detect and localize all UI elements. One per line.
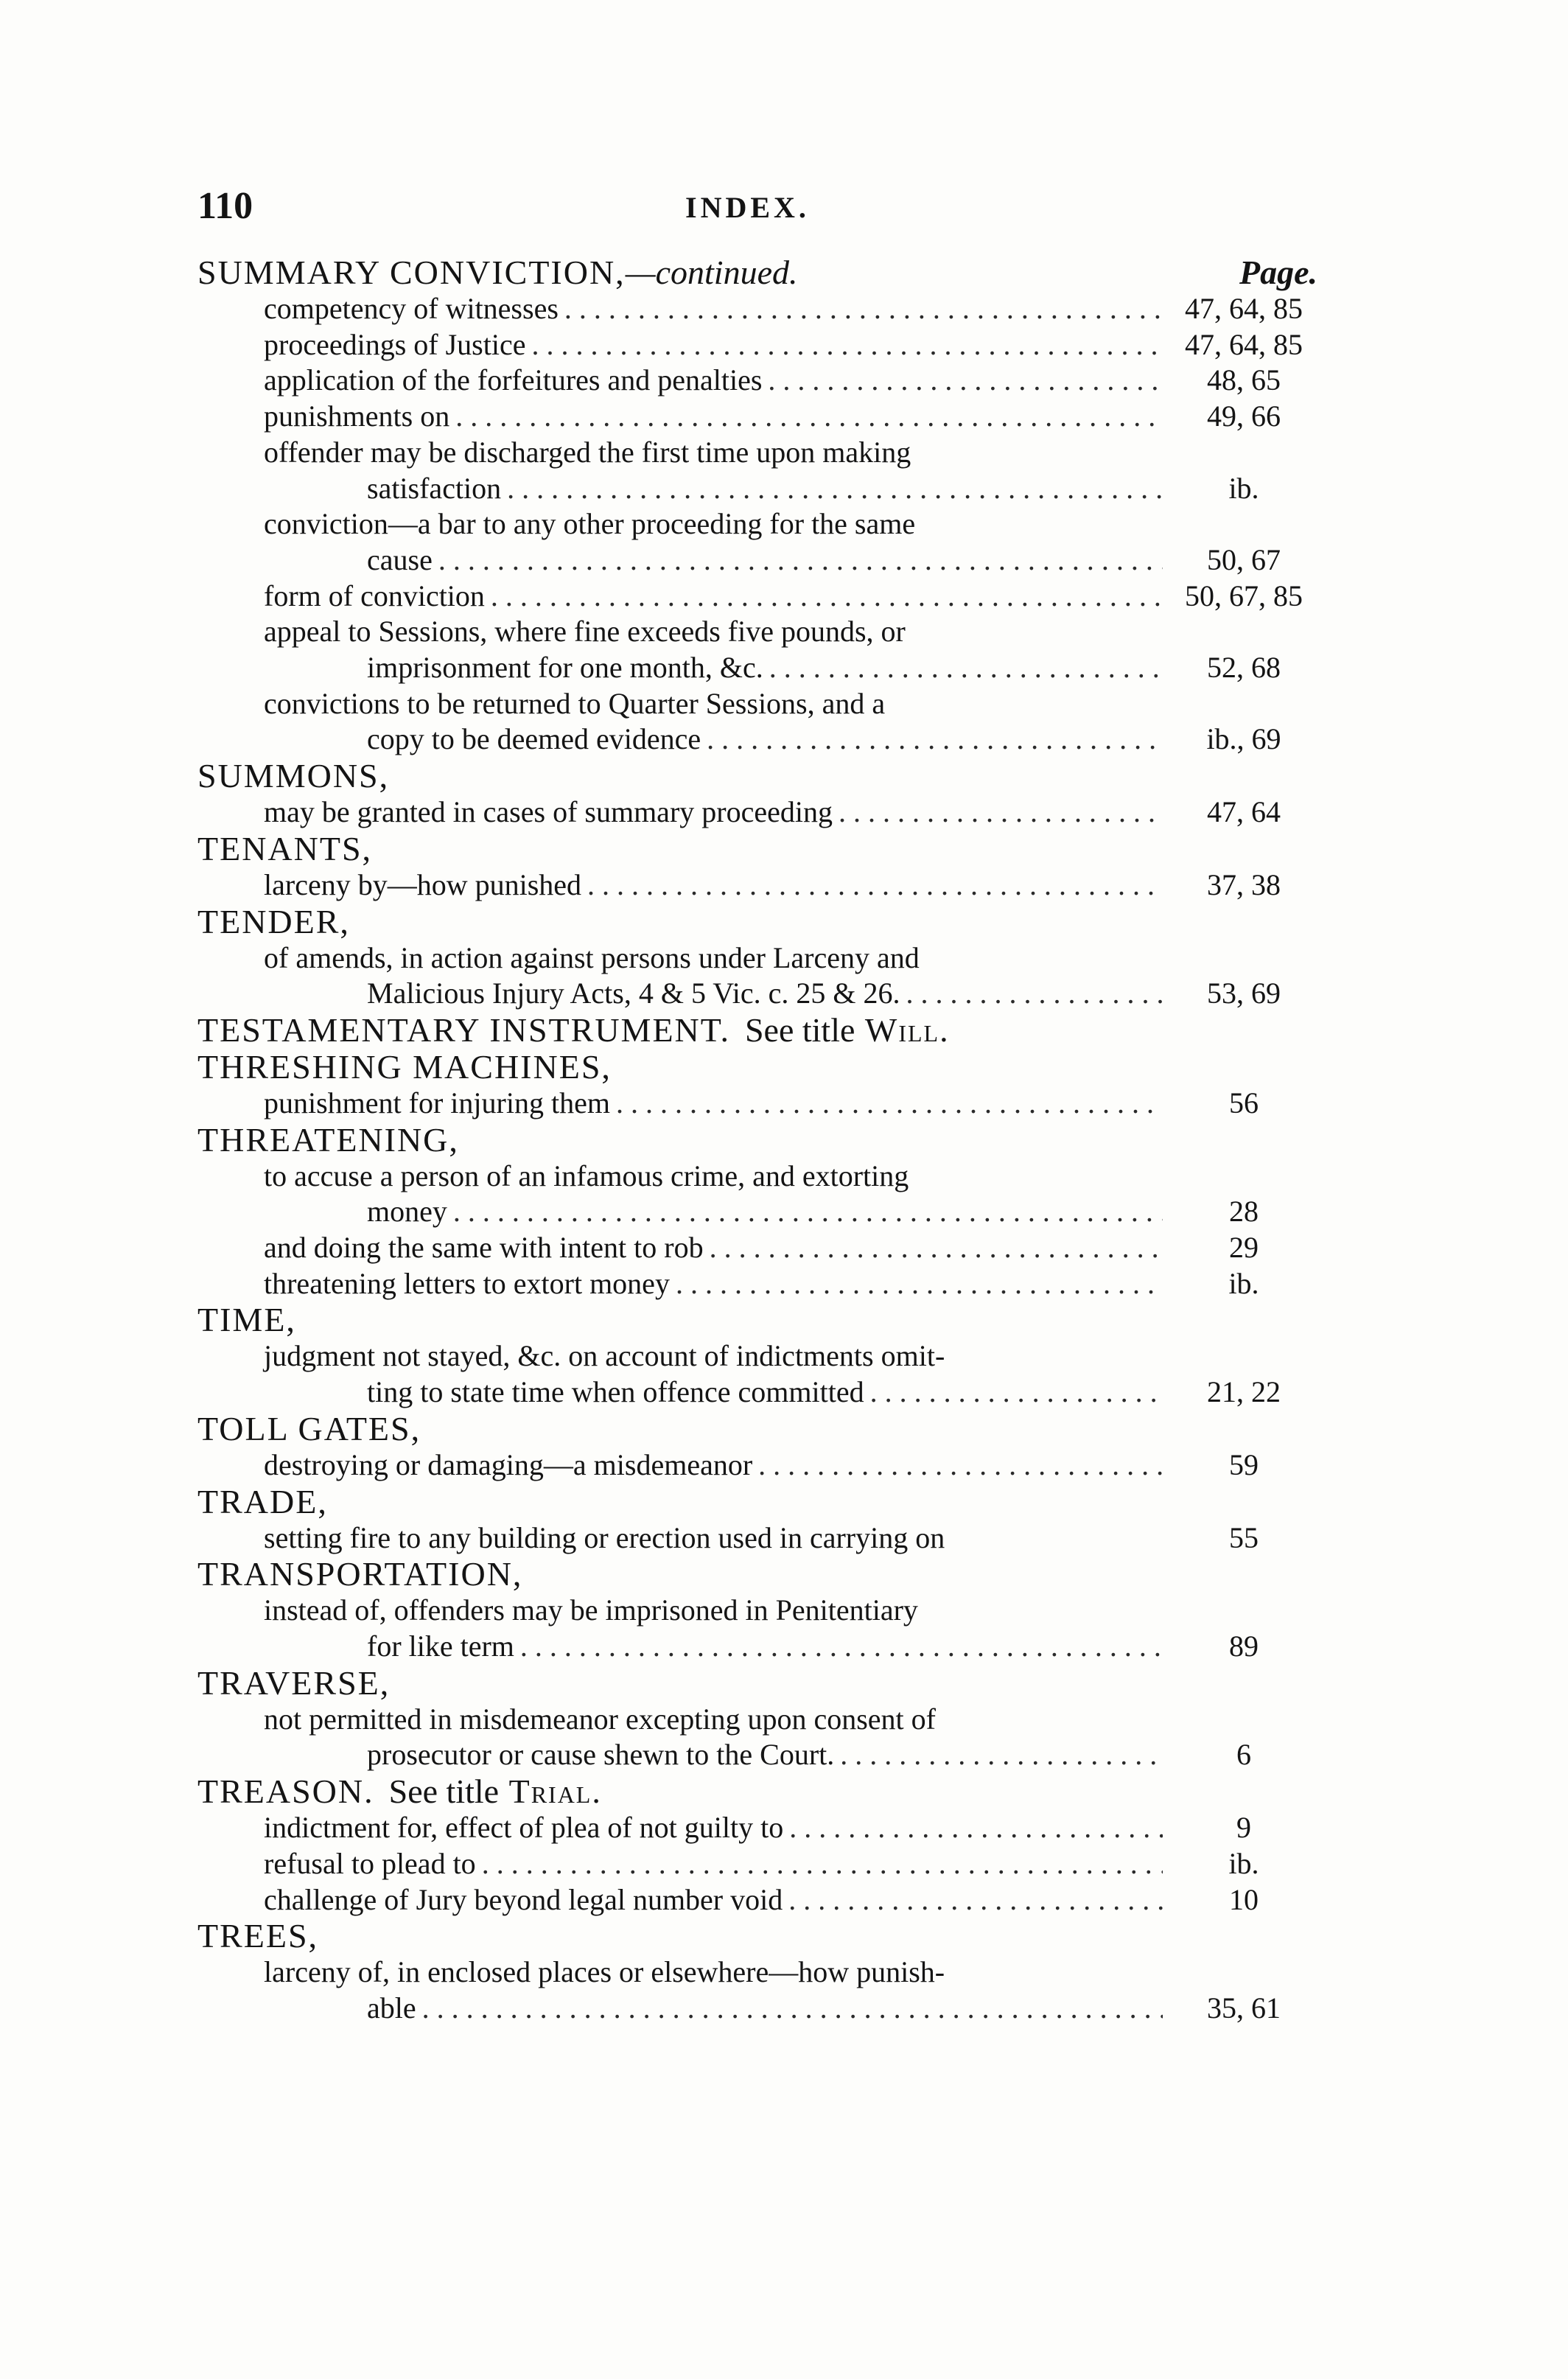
sub-entry-line — [264, 506, 1317, 542]
entry-heading — [197, 1411, 1317, 1447]
sub-entry-text: conviction—a bar to any other proceeding for the same — [264, 507, 916, 541]
sub-entry-line — [367, 471, 1317, 507]
entry-heading — [197, 904, 1317, 940]
sub-entry-text: proceedings of Justice — [264, 327, 526, 361]
sub-entry-line — [264, 363, 1317, 399]
dot-leader — [491, 579, 1163, 615]
entry-heading — [197, 1665, 1317, 1702]
entry-heading — [197, 1484, 1317, 1520]
page-reference: 35, 61 — [1207, 1991, 1281, 2025]
sub-entry — [264, 1338, 1317, 1410]
entry-heading-text: TRADE, — [197, 1482, 328, 1520]
page-reference: 89 — [1229, 1629, 1259, 1663]
page-header — [197, 184, 1317, 236]
sub-entry — [264, 940, 1317, 1012]
page-reference: 47, 64 — [1207, 795, 1281, 829]
index-entry — [197, 1411, 1317, 1484]
sub-entry — [264, 1702, 1317, 1773]
dot-leader — [768, 363, 1163, 399]
sub-entry-line — [264, 1810, 1317, 1846]
index-entry — [197, 904, 1317, 1012]
sub-entry-text: refusal to plead to — [264, 1846, 476, 1880]
sub-entry-line — [264, 1086, 1317, 1122]
sub-entry — [264, 579, 1317, 615]
dot-leader — [906, 976, 1163, 1012]
index-entry — [197, 758, 1317, 831]
page-reference: 50, 67 — [1207, 542, 1281, 576]
sub-entry-text: prosecutor or cause shewn to the Court. — [367, 1738, 835, 1772]
sub-entry-line — [264, 327, 1317, 363]
sub-entry-text: cause — [367, 542, 433, 576]
entry-heading — [197, 1556, 1317, 1593]
sub-entry-line — [367, 1991, 1317, 2027]
entry-heading-text: THREATENING, — [197, 1120, 459, 1159]
entry-heading-text: SUMMONS, — [197, 757, 390, 795]
sub-entry — [264, 399, 1317, 435]
sub-entry-line — [264, 614, 1317, 650]
dot-leader — [839, 794, 1163, 831]
sub-entry-line — [367, 722, 1317, 758]
page-reference: 29 — [1229, 1231, 1259, 1265]
sub-entry-line — [367, 542, 1317, 579]
sub-entry — [264, 1266, 1317, 1302]
sub-entry-text: judgment not stayed, &c. on account of indictments omit- — [264, 1339, 945, 1373]
index-entry — [197, 1049, 1317, 1122]
sub-entry-text: to accuse a person of an infamous crime, and extorting — [264, 1159, 909, 1192]
page-reference: 50, 67, 85 — [1185, 579, 1303, 612]
dot-leader — [531, 327, 1163, 363]
entry-heading-text: TIME, — [197, 1301, 296, 1339]
sub-entry-text: destroying or damaging—a misdemeanor — [264, 1447, 753, 1481]
sub-entry-text: able — [367, 1991, 416, 2025]
entry-heading-text: SUMMARY CONVICTION, — [197, 254, 626, 291]
page-reference: 21, 22 — [1207, 1375, 1281, 1409]
sub-entry-line — [367, 976, 1317, 1012]
index-entry — [197, 254, 1317, 758]
sub-entry-line — [264, 1520, 1317, 1557]
sub-entry — [264, 1447, 1317, 1484]
dot-leader — [840, 1737, 1163, 1773]
sub-entry-text: convictions to be returned to Quarter Sessions, and a — [264, 686, 886, 720]
sub-entry-text: offender may be discharged the first time upon making — [264, 435, 911, 469]
sub-entry-text: punishment for injuring them — [264, 1086, 610, 1119]
dot-leader — [789, 1810, 1163, 1846]
sub-entry-line — [367, 1374, 1317, 1411]
page-reference: ib. — [1228, 471, 1259, 505]
sub-entry — [264, 1954, 1317, 2026]
index-entry — [197, 1302, 1317, 1410]
sub-entry-text: copy to be deemed evidence — [367, 722, 701, 756]
sub-entry-line — [264, 1882, 1317, 1918]
sub-entry-line — [264, 794, 1317, 831]
entry-heading-text: TENANTS, — [197, 829, 373, 867]
dot-leader — [707, 722, 1163, 758]
dot-leader — [616, 1086, 1163, 1122]
entry-heading — [197, 1918, 1317, 1954]
page-reference: 49, 66 — [1207, 399, 1281, 433]
entry-heading — [197, 254, 1317, 291]
sub-entry — [264, 1086, 1317, 1122]
index-entry — [197, 831, 1317, 904]
sub-entry — [264, 435, 1317, 506]
page-reference: ib. — [1228, 1266, 1259, 1300]
sub-entry — [264, 1520, 1317, 1557]
sub-entry — [264, 1882, 1317, 1918]
sub-entry-line — [264, 435, 1317, 471]
entry-heading — [197, 1773, 1317, 1810]
index-list — [197, 254, 1317, 2027]
sub-entry-text: appeal to Sessions, where fine exceeds five pounds, or — [264, 615, 906, 649]
sub-entry-line — [367, 1194, 1317, 1230]
dot-leader — [507, 471, 1163, 507]
index-entry — [197, 1665, 1317, 1773]
entry-heading-text: TRAVERSE, — [197, 1663, 391, 1702]
continued-label: —continued. — [625, 254, 798, 291]
sub-entry-line — [264, 291, 1317, 327]
sub-entry-line — [264, 579, 1317, 615]
sub-entry-text: may be granted in cases of summary proceeding — [264, 795, 833, 829]
see-also-label: See title — [388, 1772, 500, 1811]
sub-entry-line — [264, 1702, 1317, 1738]
page-reference: 9 — [1236, 1811, 1251, 1845]
entry-heading-text: TREASON. — [197, 1772, 374, 1811]
page-reference: 48, 65 — [1207, 363, 1281, 397]
entry-heading-text: TESTAMENTARY INSTRUMENT. — [197, 1010, 730, 1049]
sub-entry-text: indictment for, effect of plea of not guilty to — [264, 1811, 784, 1845]
dot-leader — [453, 1194, 1163, 1230]
sub-entry-text: ting to state time when offence committed — [367, 1375, 864, 1409]
sub-entry-line — [264, 1230, 1317, 1266]
page-column-label: Page. — [1239, 254, 1317, 291]
dot-leader — [520, 1629, 1163, 1665]
sub-entry — [264, 1593, 1317, 1664]
sub-entry-text: instead of, offenders may be imprisoned in Penitentiary — [264, 1593, 918, 1627]
sub-entry — [264, 867, 1317, 904]
page-number: 110 — [197, 185, 253, 227]
page-reference: ib., 69 — [1206, 722, 1281, 756]
entry-heading — [197, 831, 1317, 867]
page-reference: 37, 38 — [1207, 867, 1281, 901]
sub-entry-text: form of conviction — [264, 579, 485, 612]
entry-heading-text: TREES, — [197, 1917, 319, 1955]
entry-heading-text: TOLL GATES, — [197, 1409, 421, 1447]
sub-entry-line — [367, 650, 1317, 686]
index-entry — [197, 1484, 1317, 1557]
page-reference: 52, 68 — [1207, 651, 1281, 685]
dot-leader — [438, 542, 1163, 579]
index-entry — [197, 1012, 1317, 1049]
see-also-reference: Will. — [864, 1010, 950, 1049]
dot-leader — [564, 291, 1163, 327]
sub-entry — [264, 327, 1317, 363]
sub-entry-text: satisfaction — [367, 471, 502, 505]
page-reference: 56 — [1229, 1086, 1259, 1119]
dot-leader — [788, 1882, 1163, 1918]
sub-entry-line — [264, 1447, 1317, 1484]
sub-entry-text: imprisonment for one month, &c. — [367, 651, 763, 685]
index-entry — [197, 1556, 1317, 1664]
dot-leader — [710, 1230, 1163, 1266]
sub-entry-line — [264, 1338, 1317, 1374]
index-entry — [197, 1773, 1317, 1918]
dot-leader — [587, 867, 1163, 904]
sub-entry — [264, 1810, 1317, 1846]
sub-entry-line — [264, 1266, 1317, 1302]
sub-entry-line — [264, 1593, 1317, 1629]
sub-entry — [264, 1846, 1317, 1882]
entry-heading — [197, 758, 1317, 794]
sub-entry-text: for like term — [367, 1629, 514, 1663]
running-head: INDEX. — [685, 191, 810, 224]
page-reference: 55 — [1229, 1520, 1259, 1554]
page-reference: 59 — [1229, 1447, 1259, 1481]
sub-entry-line — [264, 1159, 1317, 1195]
page-reference: 28 — [1229, 1195, 1259, 1229]
sub-entry — [264, 291, 1317, 327]
sub-entry-text: larceny by—how punished — [264, 867, 582, 901]
entry-heading — [197, 1012, 1317, 1049]
sub-entry-line — [264, 940, 1317, 977]
sub-entry-text: competency of witnesses — [264, 292, 559, 325]
page-reference: ib. — [1228, 1846, 1259, 1880]
dot-leader — [870, 1374, 1163, 1411]
sub-entry — [264, 1230, 1317, 1266]
sub-entry — [264, 506, 1317, 578]
sub-entry-text: not permitted in misdemeanor excepting upon consent of — [264, 1702, 936, 1736]
sub-entry — [264, 686, 1317, 758]
dot-leader — [676, 1266, 1163, 1302]
index-entry — [197, 1918, 1317, 2026]
sub-entry-line — [367, 1629, 1317, 1665]
see-also-label: See title — [744, 1010, 855, 1049]
page-reference: 10 — [1229, 1882, 1259, 1916]
sub-entry-line — [264, 1846, 1317, 1882]
page-reference: 47, 64, 85 — [1185, 327, 1303, 361]
sub-entry-line — [264, 1954, 1317, 1991]
sub-entry-text: application of the forfeitures and penalties — [264, 363, 763, 397]
entry-heading — [197, 1302, 1317, 1338]
entry-heading-text: TENDER, — [197, 902, 350, 940]
dot-leader — [769, 650, 1163, 686]
sub-entry-line — [264, 867, 1317, 904]
page-reference: 6 — [1236, 1738, 1251, 1772]
see-also-reference: Trial. — [508, 1772, 602, 1811]
sub-entry-text: punishments on — [264, 399, 450, 433]
sub-entry-line — [264, 399, 1317, 435]
entry-heading-text: TRANSPORTATION, — [197, 1555, 523, 1593]
sub-entry-text: and doing the same with intent to rob — [264, 1231, 704, 1265]
sub-entry-text: of amends, in action against persons under Larceny and — [264, 940, 920, 974]
sub-entry-line — [264, 686, 1317, 722]
sub-entry-text: threatening letters to extort money — [264, 1266, 670, 1300]
sub-entry-text: Malicious Injury Acts, 4 & 5 Vic. c. 25 & 26. — [367, 977, 900, 1010]
entry-heading-text: THRESHING MACHINES, — [197, 1047, 612, 1086]
dot-leader — [758, 1447, 1163, 1484]
page-reference: 53, 69 — [1207, 977, 1281, 1010]
sub-entry — [264, 363, 1317, 399]
sub-entry-text: money — [367, 1195, 447, 1229]
dot-leader — [482, 1846, 1163, 1882]
sub-entry-text: challenge of Jury beyond legal number void — [264, 1882, 783, 1916]
sub-entry — [264, 1159, 1317, 1230]
entry-heading — [197, 1122, 1317, 1159]
sub-entry-text: setting fire to any building or erection used in carrying on — [264, 1520, 945, 1554]
sub-entry-line — [367, 1737, 1317, 1773]
sub-entry — [264, 794, 1317, 831]
entry-heading — [197, 1049, 1317, 1086]
dot-leader — [455, 399, 1163, 435]
sub-entry-text: larceny of, in enclosed places or elsewhere—how punish- — [264, 1955, 945, 1989]
dot-leader — [422, 1991, 1163, 2027]
sub-entry — [264, 614, 1317, 685]
index-entry — [197, 1122, 1317, 1302]
page-reference: 47, 64, 85 — [1185, 292, 1303, 325]
